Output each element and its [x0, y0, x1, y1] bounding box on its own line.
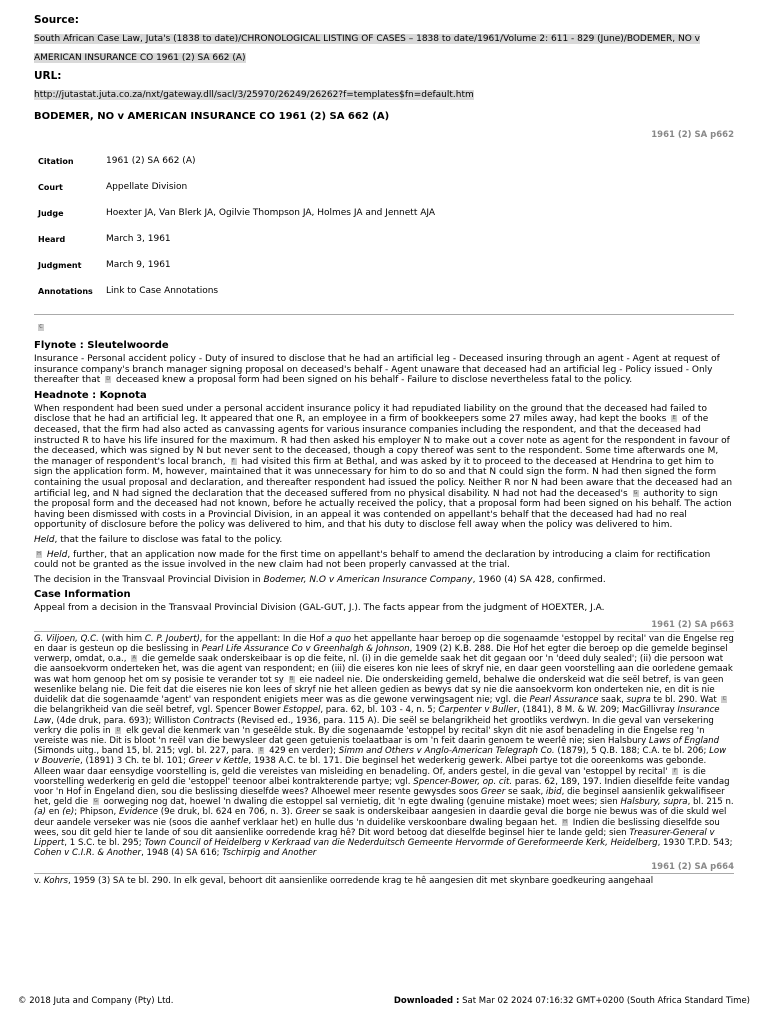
- meta-row-annotations: [38, 278, 435, 304]
- download-timestamp: Downloaded : Sat Mar 02 2024 07:16:32 GMT+0200 (South Africa Standard Time): [393, 996, 750, 1006]
- source-url[interactable]: http://jutastat.juta.co.za/nxt/gateway.dll/sacl/3/25970/26249/26262?f=templates$fn=default.htm: [34, 90, 474, 100]
- case-title: BODEMER, NO v AMERICAN INSURANCE CO 1961 (2) SA 662 (A): [34, 111, 390, 122]
- meta-value: Appellate Division: [106, 182, 188, 192]
- meta-key: Judgment: [38, 260, 82, 270]
- divider: [34, 314, 734, 315]
- margin-marker: C: [722, 696, 727, 703]
- case-info-heading: Case Information: [34, 589, 131, 601]
- meta-value: March 3, 1961: [106, 234, 171, 244]
- page-reference: 1961 (2) SA p663: [651, 619, 734, 630]
- margin-marker: C: [39, 324, 43, 330]
- document-page: [34, 14, 734, 891]
- source-path[interactable]: South African Case Law, Juta's (1838 to date)/CHRONOLOGICAL LISTING OF CASES – 1838 to date/1961/Volume 2: 611 - 829 (June)/BODEMER, NO v AMERICAN INSURANCE CO 1961 (2) SA 662 (A): [34, 34, 700, 63]
- meta-key: Court: [38, 182, 63, 192]
- margin-marker: G: [633, 489, 638, 496]
- meta-value: March 9, 1961: [106, 260, 171, 270]
- margin-marker: E: [259, 747, 264, 754]
- margin-marker: A: [132, 655, 136, 662]
- meta-key: Judge: [38, 208, 64, 218]
- held-1: Held, that the failure to disclose was fatal to the policy.: [34, 534, 283, 545]
- flynote-text: Insurance - Personal accident policy - Duty of insured to disclose that he had an artificial leg - Deceased insuring through an agent - Agent at request of insurance company's branch manager signing proposal on deceased's behalf - Agent unaware that deceased had an artificial leg - Policy issued - Only thereafter that D deceased knew a proposal form had been signed on his behalf - Failure to disclose nevertheless fatal to the policy.: [34, 354, 720, 386]
- margin-marker: B: [289, 675, 294, 682]
- meta-value: Hoexter JA, Van Blerk JA, Ogilvie Thompson JA, Holmes JA and Jennett AJA: [106, 208, 436, 218]
- margin-marker: H: [563, 818, 567, 825]
- held-2: H Held, further, that an application now made for the first time on appellant's behalf to amend the declaration by introducing a claim for rectification could not be granted as the issue involved in the new claim had not been properly canvassed at the trial.: [34, 549, 711, 571]
- meta-value: 1961 (2) SA 662 (A): [106, 156, 196, 166]
- page-reference: 1961 (2) SA p664: [651, 862, 734, 873]
- margin-marker: D: [106, 376, 111, 383]
- flynote-heading: Flynote : Sleutelwoorde: [34, 340, 169, 351]
- margin-marker: F: [232, 457, 235, 464]
- page-reference: 1961 (2) SA p662: [651, 130, 734, 140]
- meta-key: Annotations: [38, 286, 93, 296]
- meta-row-court: [38, 174, 435, 200]
- meta-row-heard: [38, 226, 435, 252]
- divider: [34, 631, 734, 632]
- copyright-notice: © 2018 Juta and Company (Pty) Ltd.: [18, 996, 174, 1006]
- margin-marker: D: [116, 726, 121, 733]
- margin-marker: E: [672, 415, 676, 422]
- page-footer: [18, 996, 750, 1006]
- annotations-link[interactable]: Link to Case Annotations: [106, 286, 219, 296]
- source-label: Source:: [34, 14, 79, 26]
- case-info-text: Appeal from a decision in the Transvaal Provincial Division (GAL-GUT, J.). The facts appear from the judgment of HOEXTER, J.A.: [34, 603, 605, 614]
- margin-marker: H: [37, 550, 41, 557]
- argument-continuation: v. Kohrs, 1959 (3) SA te bl. 290. In elk geval, behoort dit aansienlike oorredende krag te hê aangesien dit met skynbare goedkeuring aangehaal: [34, 876, 654, 887]
- url-label: URL:: [34, 70, 62, 82]
- counsel-argument: G. Viljoen, Q.C. (with him C. P. Joubert), for the appellant: In die Hof a quo het appellante haar beroep op die sogenaamde 'estoppel by recital' van die Engelse reg en daar is gesteun op die beslissing in Pearl Life Assurance Co v Greenhalgh & Johnson, 1909 (2) K.B. 288. Die Hof het egter die beroep op die gemelde beginsel verwerp, omdat, o.a., A die gemelde saak onderskeibaar is op die feite, nl. (i) in die gemelde saak het dit gegaan oor 'n 'deed duly sealed'; (ii) die persoon wat die aansoekvorm onderteken het, was die agent van respondent; en (iii) die eiseres kon nie lees of skryf nie, en daar geen voorstelling aan die oorledene gemaak was wat hom genoop het om sy posisie te verander tot sy B eie nadeel nie. Die onderskeiding gemeld, behalwe die onderskeid wat die seël betref, is van geen wesenlike belang nie. Die feit dat die eiseres nie kon lees of skryf nie het alleen gedien as bewys dat sy nie die aansoekvorm kon onderteken nie, en dit is nie duidelik dat die sogenaamde 'agent' van respondent enigiets meer was as die gewone verwingsagent nie; vgl. die Pearl Assurance saak, supra te bl. 290. Wat C die belangrikheid van die seël betref, vgl. Spencer Bower Estoppel, para. 62, bl. 103 - 4, n. 5; Carpenter v Buller, (1841), 8 M. & W. 209; MacGillivray Insurance Law, (4de druk, para. 693); Williston Contracts (Revised ed., 1936, para. 115 A). Die seël se belangrikheid het grootliks verdwyn. In die geval van versekering verkry die polis in D elk geval die kenmerk van 'n geseëlde stuk. By die sogenaamde 'estoppel by recital' skyn dit nie asof benadeling in die Engelse reg 'n vereiste was nie. Dit is bloot 'n reël van die bewysleer dat geen getuienis toelaatbaar is om 'n feit daarin genoem te weerlê nie; sien Halsbury Laws of England (Simonds uitg., band 15, bl. 215; vgl. bl. 227, para. E 429 en verder); Simm and Others v Anglo-American Telegraph Co. (1879), 5 Q.B. 188; C.A. te bl. 206; Low v Bouverie, (1891) 3 Ch. te bl. 101; Greer v Kettle, 1938 A.C. te bl. 171. Die beginsel het wederkerig gewerk. Albei partye tot die ooreenkoms was gebonde. Alleen waar daar eensydige voorstelling is, geld die vereistes van misleiding en benadeling. Of, anders gestel, in die geval van 'estoppel by recital' F is die voorstelling wederkerig en geld die 'estoppel' teenoor albei kontrakterende partye; vgl. Spencer-Bower, op. cit. paras. 62, 189, 197. Indien dieselfde feite vandag voor 'n Hof in Engeland dien, sou die beslissing dieselfde wees? Alhoewel meer resente gewysdes soos Greer se saak, ibid, die beginsel aansienlik gekwalifiseer het, geld die G oorweging nog dat, hoewel 'n dwaling die estoppel sal vernietig, dit 'n egte dwaling (genuine mistake) moet wees; sien Halsbury, supra, bl. 215 n. (a) en (e); Phipson, Evidence (9e druk, bl. 624 en 706, n. 3). Greer se saak is onderskeibaar aangesien in daardie geval die borge nie bewus was of die skuld wel deur aandele verseker was nie (soos die aanhef verklaar het) en hulle dus 'n duidelike verskoonbare dwaling begaan het. H Indien die beslissing dieselfde sou wees, sou dit geld hier te lande of sou dit aansienlike oorredende krag hê? Dit word betoog dat dieselfde beginsel hier te lande geld; sien Treasurer-General v Lippert, 1 S.C. te bl. 295; Town Council of Heidelberg v Kerkraad van die Nederduitsch Gemeente Hervormde of Gereformeerde Kerk, Heidelberg, 1930 T.P.D. 543; Cohen v C.I.R. & Another, 1948 (4) SA 616; Tschirpig and Another: [34, 633, 734, 859]
- meta-row-citation: [38, 148, 435, 174]
- meta-key: Heard: [38, 234, 66, 244]
- case-metadata-table: [38, 148, 435, 304]
- divider: [34, 873, 734, 874]
- headnote-heading: Headnote : Kopnota: [34, 389, 147, 401]
- meta-row-judge: [38, 200, 435, 226]
- margin-marker: G: [93, 798, 98, 805]
- margin-marker: F: [673, 767, 677, 774]
- headnote-text: When respondent had been sued under a personal accident insurance policy it had repudiated liability on the ground that the deceased had failed to disclose that he had an artificial leg. It appeared that one R, an employee in a firm of bookkeepers some 27 miles away, had kept the books E of the deceased, that the firm had also acted as canvassing agents for various insurance companies including the respondent, and that the deceased had instructed R to have his life insured for the maximum. R had then asked his employer N to make out a cover note as agent for the respondent in favour of the deceased, which was signed by N but never sent to the deceased, though a copy thereof was sent to the respondent. Some time afterwards one M, the manager of respondent's local branch, F had visited this firm at Bethal, and was asked by it to proceed to the deceased at Hendrina to get him to sign the application form. M, however, maintained that it was unnecessary for him to do so and that N could sign the form. N had then signed the form containing the usual proposal and declaration, and thereafter respondent had issued the policy. Neither R nor N had been aware that the deceased had an artificial leg, and N had signed the declaration that the deceased suffered from no physical disability. N had not had the deceased's G authority to sign the proposal form and the deceased had not known, before he actually received the policy, that a proposal form had been signed on his behalf. The action having been dismissed with costs in a Provincial Division, in an appeal it was contended on appellant's behalf that the deceased had had no real opportunity of disclosure before the policy was delivered to him, and that his duty to disclose fell away when the policy was delivered to him.: [34, 403, 733, 531]
- meta-key: Citation: [38, 156, 74, 166]
- meta-row-judgment: [38, 252, 435, 278]
- decision-statement: The decision in the Transvaal Provincial Division in Bodemer, N.O v American Insurance Company, 1960 (4) SA 428, confirmed.: [34, 574, 606, 585]
